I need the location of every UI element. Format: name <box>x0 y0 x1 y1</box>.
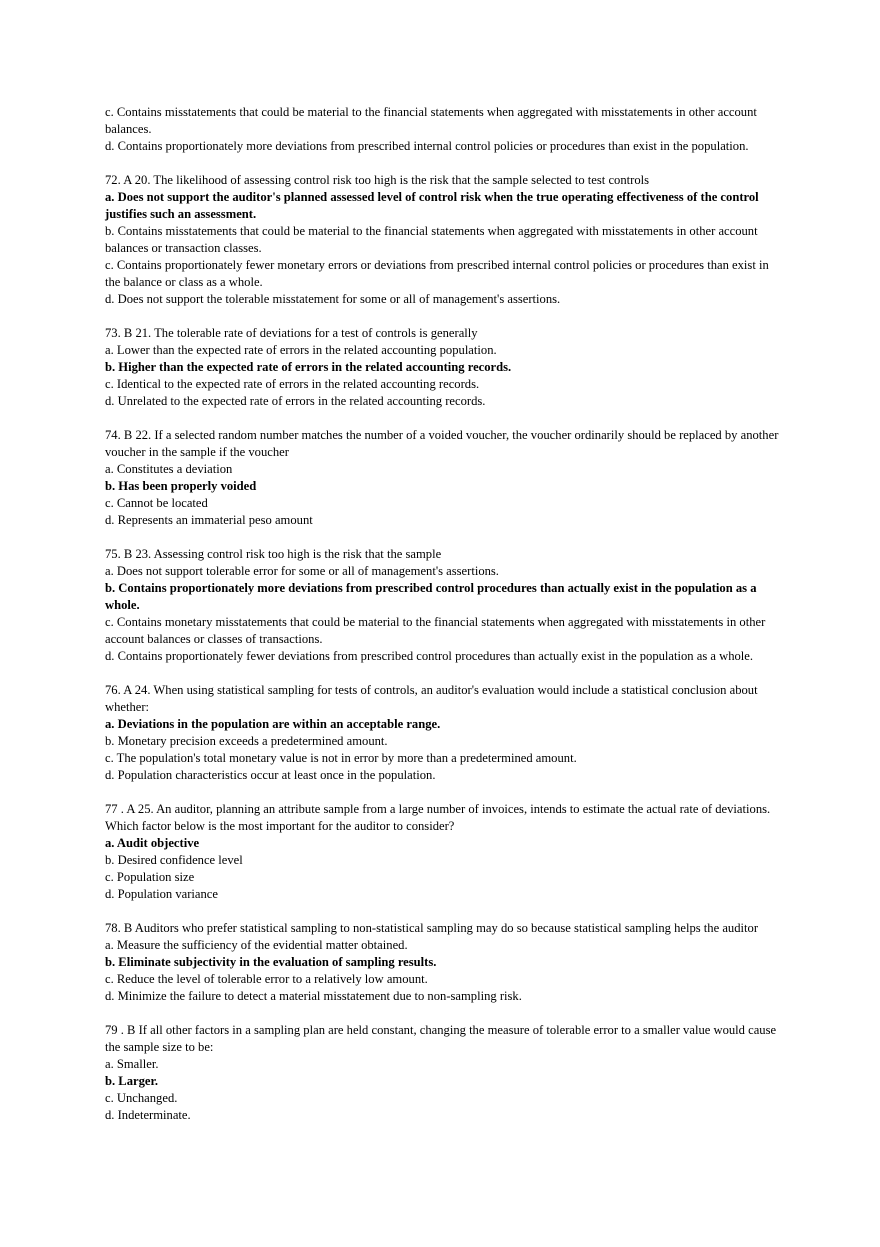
question-74 <box>105 427 780 529</box>
question-72 <box>105 172 780 308</box>
answer-option: b. Higher than the expected rate of errors in the related accounting records. <box>105 360 512 374</box>
question-stem: 79 . B If all other factors in a sampling plan are held constant, changing the measure of tolerable error to a smaller value would cause the sample size to be: <box>105 1023 777 1054</box>
question-76 <box>105 682 780 784</box>
option-line: c. Unchanged. <box>105 1091 178 1105</box>
option-line: d. Represents an immaterial peso amount <box>105 513 313 527</box>
option-line: d. Unrelated to the expected rate of errors in the related accounting records. <box>105 394 486 408</box>
question-77 <box>105 801 780 903</box>
option-line: d. Contains proportionately more deviations from prescribed internal control policies or procedures than exist in the population. <box>105 139 749 153</box>
question-73 <box>105 325 780 410</box>
option-line: b. Desired confidence level <box>105 853 243 867</box>
answer-option: b. Contains proportionately more deviations from prescribed control procedures than actually exist in the population as a whole. <box>105 581 757 612</box>
option-line: a. Measure the sufficiency of the evidential matter obtained. <box>105 938 408 952</box>
answer-option: b. Eliminate subjectivity in the evaluation of sampling results. <box>105 955 437 969</box>
answer-option: a. Does not support the auditor's planned assessed level of control risk when the true operating effectiveness of the control justifies such an assessment. <box>105 190 759 221</box>
option-line: b. Monetary precision exceeds a predetermined amount. <box>105 734 388 748</box>
option-line: a. Does not support tolerable error for some or all of management's assertions. <box>105 564 499 578</box>
option-line: d. Population variance <box>105 887 218 901</box>
question-79 <box>105 1022 780 1124</box>
question-stem: 76. A 24. When using statistical sampling for tests of controls, an auditor's evaluation would include a statistical conclusion about whether: <box>105 683 758 714</box>
document-content <box>105 104 780 1141</box>
option-line: c. Cannot be located <box>105 496 208 510</box>
option-line: a. Constitutes a deviation <box>105 462 233 476</box>
question-stem: 77 . A 25. An auditor, planning an attribute sample from a large number of invoices, intends to estimate the actual rate of deviations. Which factor below is the most important for the auditor to consider? <box>105 802 771 833</box>
option-line: b. Contains misstatements that could be material to the financial statements when aggregated with misstatements in other account balances or transaction classes. <box>105 224 758 255</box>
question-stem: 75. B 23. Assessing control risk too high is the risk that the sample <box>105 547 442 561</box>
option-line: c. Reduce the level of tolerable error to a relatively low amount. <box>105 972 428 986</box>
option-line: c. The population's total monetary value is not in error by more than a predetermined amount. <box>105 751 577 765</box>
question-75 <box>105 546 780 665</box>
question-78 <box>105 920 780 1005</box>
option-line: c. Contains proportionately fewer monetary errors or deviations from prescribed internal control policies or procedures than exist in the balance or class as a whole. <box>105 258 769 289</box>
option-line: d. Minimize the failure to detect a material misstatement due to non-sampling risk. <box>105 989 522 1003</box>
option-line: a. Lower than the expected rate of errors in the related accounting population. <box>105 343 497 357</box>
answer-option: b. Larger. <box>105 1074 159 1088</box>
option-line: d. Indeterminate. <box>105 1108 191 1122</box>
question-stem: 74. B 22. If a selected random number matches the number of a voided voucher, the voucher ordinarily should be replaced by another voucher in the sample if the voucher <box>105 428 779 459</box>
answer-option: a. Audit objective <box>105 836 200 850</box>
option-line: d. Contains proportionately fewer deviations from prescribed control procedures than actually exist in the population as a whole. <box>105 649 754 663</box>
option-line: c. Identical to the expected rate of errors in the related accounting records. <box>105 377 480 391</box>
option-line: a. Smaller. <box>105 1057 159 1071</box>
question-stem: 72. A 20. The likelihood of assessing control risk too high is the risk that the sample selected to test controls <box>105 173 650 187</box>
question-stem: 73. B 21. The tolerable rate of deviations for a test of controls is generally <box>105 326 478 340</box>
answer-option: a. Deviations in the population are within an acceptable range. <box>105 717 441 731</box>
option-line: c. Contains misstatements that could be material to the financial statements when aggregated with misstatements in other account balances. <box>105 105 757 136</box>
answer-option: b. Has been properly voided <box>105 479 257 493</box>
continued-options <box>105 104 780 155</box>
option-line: d. Population characteristics occur at least once in the population. <box>105 768 436 782</box>
option-line: c. Population size <box>105 870 195 884</box>
option-line: d. Does not support the tolerable misstatement for some or all of management's assertions. <box>105 292 561 306</box>
option-line: c. Contains monetary misstatements that could be material to the financial statements when aggregated with misstatements in other account balances or classes of transactions. <box>105 615 766 646</box>
question-stem: 78. B Auditors who prefer statistical sampling to non-statistical sampling may do so because statistical sampling helps the auditor <box>105 921 759 935</box>
